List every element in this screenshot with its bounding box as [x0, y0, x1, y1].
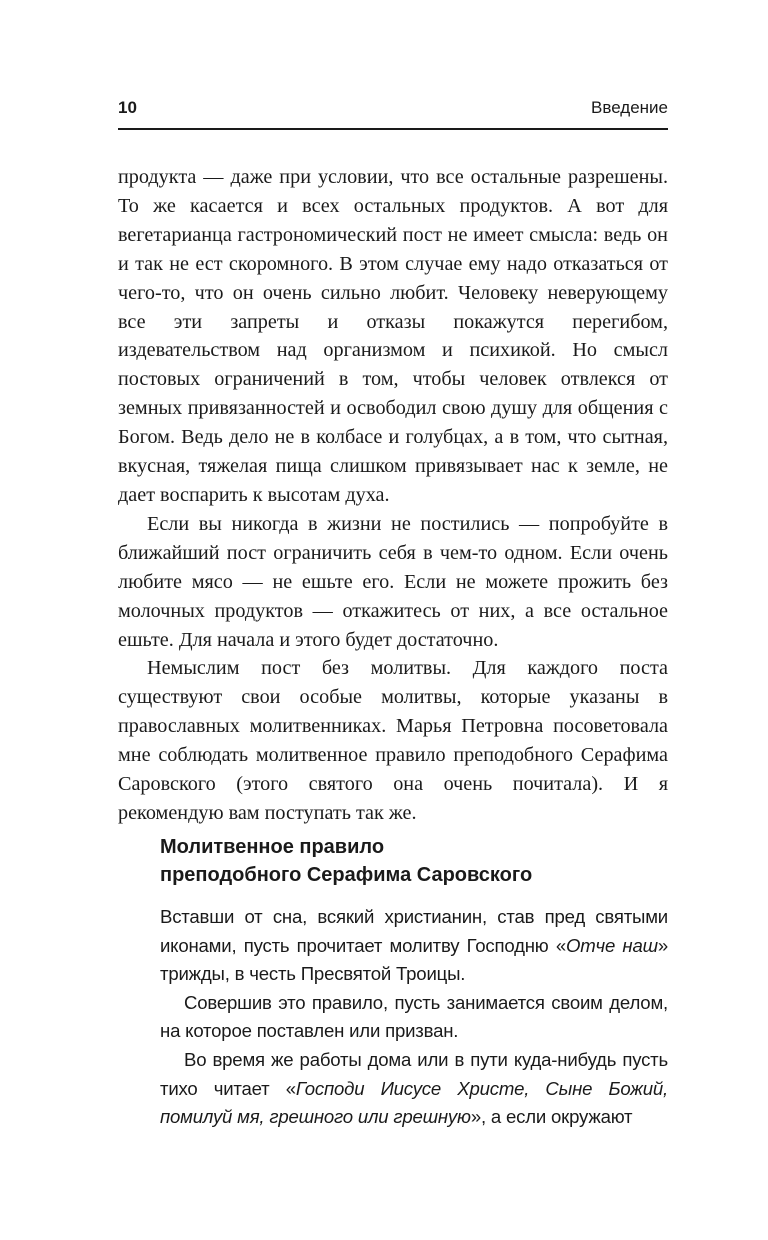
text-run: » трижды, в честь Пресвятой Троицы.	[160, 934, 668, 985]
prayer-rule-text	[160, 903, 668, 1132]
header-divider	[118, 128, 668, 130]
italic-prayer-text: Господи Иисусе Христе, Сыне Божий, помилуй мя, грешного или грешную	[160, 1077, 668, 1128]
prayer-paragraph	[160, 1046, 668, 1132]
running-header	[118, 98, 668, 120]
body-paragraph: продукта — даже при условии, что все остальные разрешены. То же касается и всех остальных продуктов. А вот для вегетарианца гастрономический пост не имеет смысла: ведь он и так не ест скоромного. В этом случае ему надо отказаться от чего-то, что он очень сильно любит. Человеку неверующему все эти запреты и отказы покажутся перегибом, издевательством над организмом и психикой. Но смысл постовых ограничений в том, чтобы человек отвлекся от земных привязанностей и освободил свою душу для общения с Богом. Ведь дело не в колбасе и голубцах, а в том, что сытная, вкусная, тяжелая пища слишком привязывает нас к земле, не дает воспарить к высотам духа.	[118, 166, 668, 506]
main-body-text	[118, 163, 668, 828]
text-run: Вставши от сна, всякий христианин, став пред святыми иконами, пусть прочитает молитву Господню «	[160, 906, 668, 956]
prayer-paragraph: Совершив это правило, пусть занимается своим делом, на которое поставлен или призван.	[160, 991, 668, 1042]
running-section-title: Введение	[591, 98, 668, 117]
heading-line: преподобного Серафима Саровского	[160, 864, 533, 886]
body-paragraph: Если вы никогда в жизни не постились — попробуйте в ближайший пост ограничить себя в чем-то одном. Если очень любите мясо — не ешьте его. Если не можете прожить без молочных продуктов — откажитесь от них, а все остальное ешьте. Для начала и этого будет достаточно.	[118, 512, 668, 651]
text-run: Во время же работы дома или в пути куда-нибудь пусть тихо читает «	[160, 1048, 668, 1099]
prayer-paragraph	[160, 903, 668, 989]
page-number: 10	[118, 98, 137, 117]
text-run: », а если окружают	[470, 1106, 633, 1128]
heading-line: Молитвенное правило	[160, 836, 385, 858]
body-paragraph: Немыслим пост без молитвы. Для каждого поста существуют свои особые молитвы, которые указаны в православных молитвенниках. Марья Петровна посоветовала мне соблюдать молитвенное правило преподобного Серафима Саровского (этого святого она очень почитала). И я рекомендую вам поступать так же.	[118, 657, 668, 824]
italic-prayer-title: Отче наш	[566, 934, 658, 956]
prayer-section-heading	[160, 833, 668, 889]
